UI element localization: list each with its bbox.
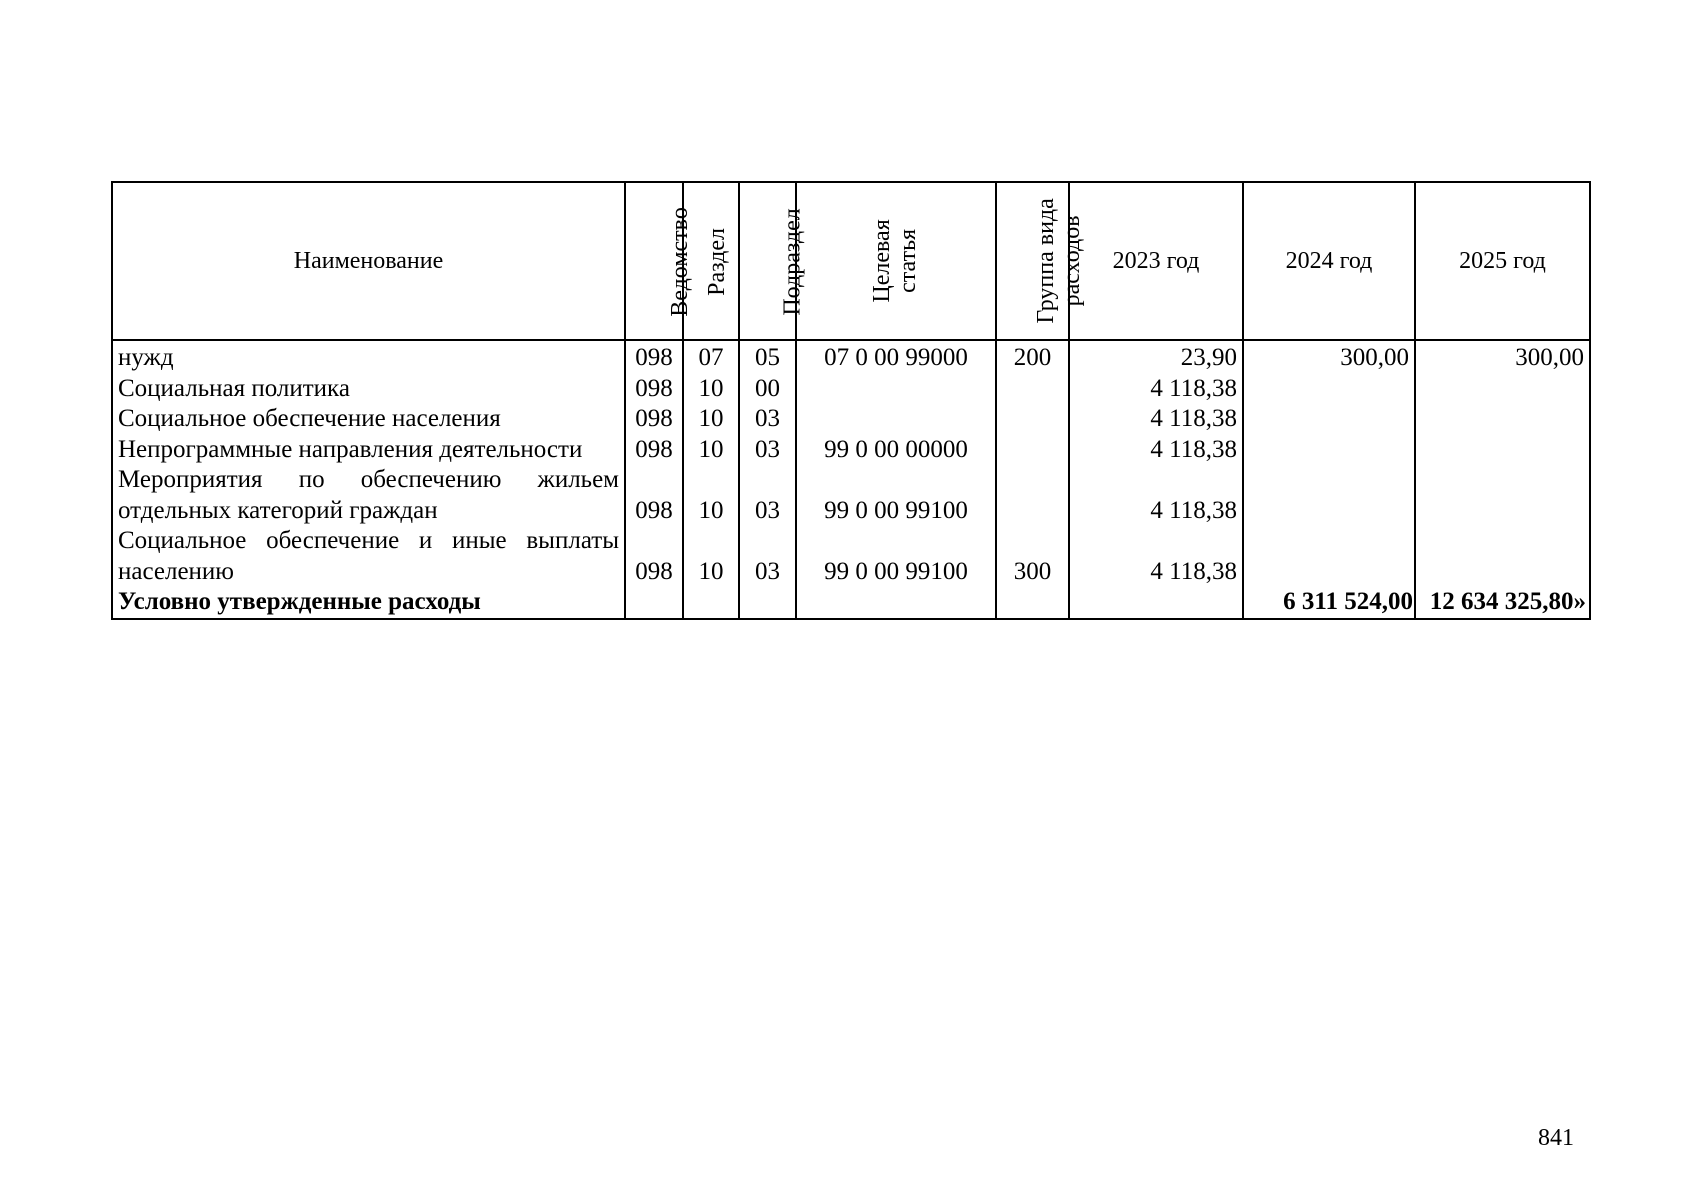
row-name: Социальное обеспечение и иные выплаты населению — [112, 526, 625, 587]
row-2025 — [1415, 526, 1590, 587]
header-2025: 2025 год — [1415, 182, 1590, 340]
header-name: Наименование — [112, 182, 625, 340]
header-group: Группа вида расходов — [996, 182, 1069, 340]
row-2024: 300,00 — [1243, 340, 1415, 374]
table-row — [112, 465, 1590, 526]
row-2023: 4 118,38 — [1069, 374, 1243, 405]
row-2025: 300,00 — [1415, 340, 1590, 374]
row-2024 — [1243, 526, 1415, 587]
header-subsection: Подраздел — [739, 182, 796, 340]
row-subsection: 03 — [739, 404, 796, 435]
row-2025 — [1415, 465, 1590, 526]
row-name: Мероприятия по обеспечению жильем отдельных категорий граждан — [112, 465, 625, 526]
row-section: 10 — [683, 374, 739, 405]
row-2024 — [1243, 465, 1415, 526]
row-subsection: 03 — [739, 435, 796, 466]
row-2024 — [1243, 374, 1415, 405]
row-subsection: 03 — [739, 465, 796, 526]
row-group — [996, 465, 1069, 526]
row-group — [996, 404, 1069, 435]
row-group — [996, 435, 1069, 466]
row-dept: 098 — [625, 340, 683, 374]
row-subsection: 03 — [739, 526, 796, 587]
row-group — [996, 587, 1069, 619]
row-name: Социальная политика — [112, 374, 625, 405]
header-2023: 2023 год — [1069, 182, 1243, 340]
row-dept — [625, 587, 683, 619]
header-2024: 2024 год — [1243, 182, 1415, 340]
row-dept: 098 — [625, 526, 683, 587]
row-group: 300 — [996, 526, 1069, 587]
row-target: 99 0 00 00000 — [796, 435, 996, 466]
table-row — [112, 404, 1590, 435]
row-2024: 6 311 524,00 — [1243, 587, 1415, 619]
row-name: Непрограммные направления деятельности — [112, 435, 625, 466]
table-row — [112, 340, 1590, 374]
row-2025 — [1415, 435, 1590, 466]
row-dept: 098 — [625, 404, 683, 435]
row-target — [796, 374, 996, 405]
row-2024 — [1243, 435, 1415, 466]
row-2023: 4 118,38 — [1069, 526, 1243, 587]
table-row — [112, 526, 1590, 587]
budget-table — [111, 181, 1591, 620]
row-target: 99 0 00 99100 — [796, 465, 996, 526]
page-number: 841 — [1538, 1125, 1574, 1151]
table-row — [112, 435, 1590, 466]
row-2023: 4 118,38 — [1069, 435, 1243, 466]
row-subsection: 00 — [739, 374, 796, 405]
row-target — [796, 404, 996, 435]
row-2025 — [1415, 404, 1590, 435]
header-target: Целевая статья — [796, 182, 996, 340]
row-section: 07 — [683, 340, 739, 374]
row-2023: 23,90 — [1069, 340, 1243, 374]
row-target: 99 0 00 99100 — [796, 526, 996, 587]
row-name: Условно утвержденные расходы — [112, 587, 625, 619]
row-2025 — [1415, 374, 1590, 405]
row-group: 200 — [996, 340, 1069, 374]
row-2023: 4 118,38 — [1069, 465, 1243, 526]
row-dept: 098 — [625, 374, 683, 405]
row-section: 10 — [683, 526, 739, 587]
table-row — [112, 374, 1590, 405]
row-dept: 098 — [625, 465, 683, 526]
row-subsection: 05 — [739, 340, 796, 374]
row-group — [996, 374, 1069, 405]
row-section: 10 — [683, 465, 739, 526]
header-dept: Ведомство — [625, 182, 683, 340]
row-2023 — [1069, 587, 1243, 619]
row-subsection — [739, 587, 796, 619]
header-row — [112, 182, 1590, 340]
row-2024 — [1243, 404, 1415, 435]
row-2025: 12 634 325,80» — [1415, 587, 1590, 619]
row-section: 10 — [683, 435, 739, 466]
row-dept: 098 — [625, 435, 683, 466]
row-name: нужд — [112, 340, 625, 374]
row-target: 07 0 00 99000 — [796, 340, 996, 374]
header-section: Раздел — [683, 182, 739, 340]
row-section — [683, 587, 739, 619]
row-section: 10 — [683, 404, 739, 435]
row-2023: 4 118,38 — [1069, 404, 1243, 435]
row-target — [796, 587, 996, 619]
row-name: Социальное обеспечение населения — [112, 404, 625, 435]
table-row-total — [112, 587, 1590, 619]
